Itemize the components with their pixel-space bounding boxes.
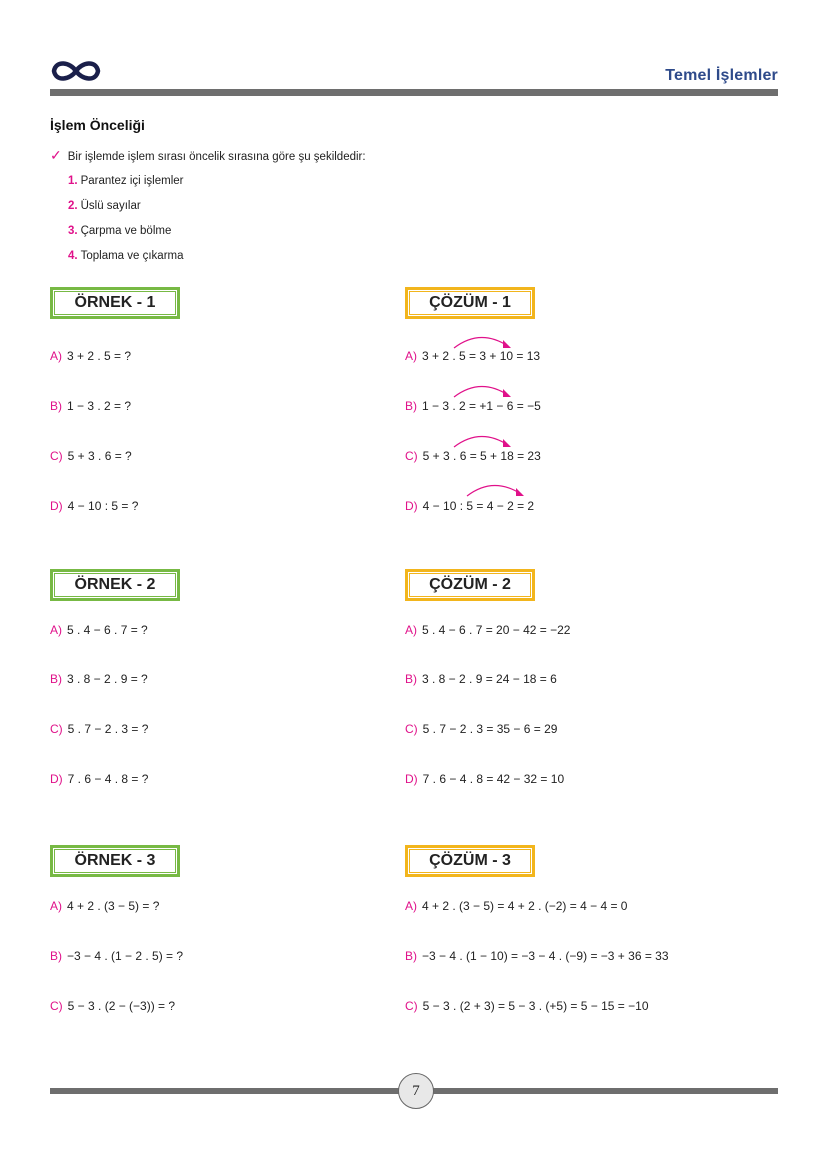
list-item: 1. Parantez içi işlemler xyxy=(68,175,184,187)
priority-list xyxy=(68,174,184,274)
header-divider xyxy=(50,89,778,96)
solution-2a: A) 5 . 4 − 6 . 7 = 20 − 42 = −22 xyxy=(405,623,571,637)
page-number: 7 xyxy=(398,1073,434,1109)
example-2c: C) 5 . 7 − 2 . 3 = ? xyxy=(50,722,149,736)
solution-3a: A) 4 + 2 . (3 − 5) = 4 + 2 . (−2) = 4 − 4 = 0 xyxy=(405,899,628,913)
example-1d: D) 4 − 10 : 5 = ? xyxy=(50,499,139,513)
example-2a: A) 5 . 4 − 6 . 7 = ? xyxy=(50,623,148,637)
solution-1c: C) 5 + 3 . 6 = 5 + 18 = 23 xyxy=(405,449,541,463)
checkmark-icon: ✓ xyxy=(50,147,62,163)
example-2-box: ÖRNEK - 2 xyxy=(50,569,180,601)
solution-2-box: ÇÖZÜM - 2 xyxy=(405,569,535,601)
example-3-box: ÖRNEK - 3 xyxy=(50,845,180,877)
example-3c: C) 5 − 3 . (2 − (−3)) = ? xyxy=(50,999,176,1013)
example-1a: A) 3 + 2 . 5 = ? xyxy=(50,349,132,363)
solution-3c: C) 5 − 3 . (2 + 3) = 5 − 3 . (+5) = 5 − 15 = −10 xyxy=(405,999,649,1013)
intro-text: Bir işlemde işlem sırası öncelik sırasına göre şu şekildedir: xyxy=(67,151,366,163)
arrow-arc-icon xyxy=(465,482,529,498)
arrow-arc-icon xyxy=(452,334,516,350)
solution-2c: C) 5 . 7 − 2 . 3 = 35 − 6 = 29 xyxy=(405,722,558,736)
infinity-logo-icon xyxy=(50,56,102,86)
solution-1-box: ÇÖZÜM - 1 xyxy=(405,287,535,319)
example-1c: C) 5 + 3 . 6 = ? xyxy=(50,449,132,463)
example-2b: B) 3 . 8 − 2 . 9 = ? xyxy=(50,672,148,686)
example-1b: B) 1 − 3 . 2 = ? xyxy=(50,399,132,413)
solution-2d: D) 7 . 6 − 4 . 8 = 42 − 32 = 10 xyxy=(405,772,565,786)
example-2d: D) 7 . 6 − 4 . 8 = ? xyxy=(50,772,149,786)
list-item: 2. Üslü sayılar xyxy=(68,200,141,212)
list-item: 4. Toplama ve çıkarma xyxy=(68,250,184,262)
solution-3-box: ÇÖZÜM - 3 xyxy=(405,845,535,877)
example-1-box: ÖRNEK - 1 xyxy=(50,287,180,319)
arrow-arc-icon xyxy=(452,383,516,399)
list-item: 3. Çarpma ve bölme xyxy=(68,225,172,237)
intro-line xyxy=(50,147,366,164)
solution-1d: D) 4 − 10 : 5 = 4 − 2 = 2 xyxy=(405,499,535,513)
example-3a: A) 4 + 2 . (3 − 5) = ? xyxy=(50,899,160,913)
example-3b: B) −3 − 4 . (1 − 2 . 5) = ? xyxy=(50,949,184,963)
solution-3b: B) −3 − 4 . (1 − 10) = −3 − 4 . (−9) = −3 + 36 = 33 xyxy=(405,949,669,963)
header-title: Temel İşlemler xyxy=(665,67,778,84)
section-title: İşlem Önceliği xyxy=(50,117,145,133)
solution-2b: B) 3 . 8 − 2 . 9 = 24 − 18 = 6 xyxy=(405,672,557,686)
solution-1a: A) 3 + 2 . 5 = 3 + 10 = 13 xyxy=(405,349,541,363)
solution-1b: B) 1 − 3 . 2 = +1 − 6 = −5 xyxy=(405,399,541,413)
arrow-arc-icon xyxy=(452,433,516,449)
